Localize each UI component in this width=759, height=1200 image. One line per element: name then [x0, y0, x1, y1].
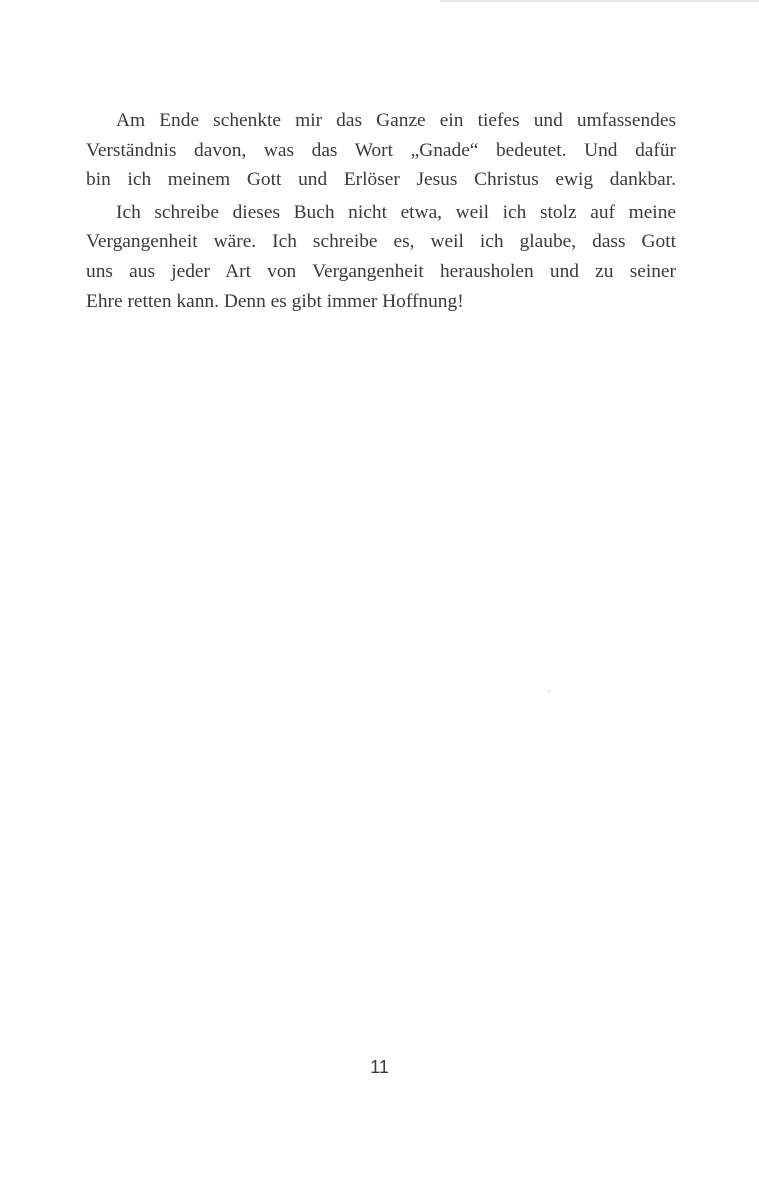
page-number: 11 — [370, 1057, 389, 1077]
paragraph-2-line-3: uns aus jeder Art von Vergangenheit herausholen und zu seiner — [86, 260, 676, 282]
paragraph-2-line-4: Ehre retten kann. Denn es gibt immer Hoffnung! — [86, 290, 464, 312]
paragraph-1 — [86, 106, 676, 195]
paragraph-1-line-2: Verständnis davon, was das Wort „Gnade“ bedeutet. Und dafür — [86, 139, 676, 161]
paragraph-1-line-3: bin ich meinem Gott und Erlöser Jesus Christus ewig dankbar. — [86, 169, 676, 191]
page-top-edge — [440, 0, 759, 2]
paragraph-1-line-1: Am Ende schenkte mir das Ganze ein tiefes und umfassendes — [116, 110, 676, 131]
paragraph-2-line-2: Vergangenheit wäre. Ich schreibe es, weil ich glaube, dass Gott — [86, 231, 676, 253]
paragraph-2 — [86, 198, 676, 316]
paper-speck — [548, 690, 550, 692]
paragraph-2-line-1: Ich schreibe dieses Buch nicht etwa, weil ich stolz auf meine — [116, 201, 676, 223]
body-text — [86, 106, 676, 319]
